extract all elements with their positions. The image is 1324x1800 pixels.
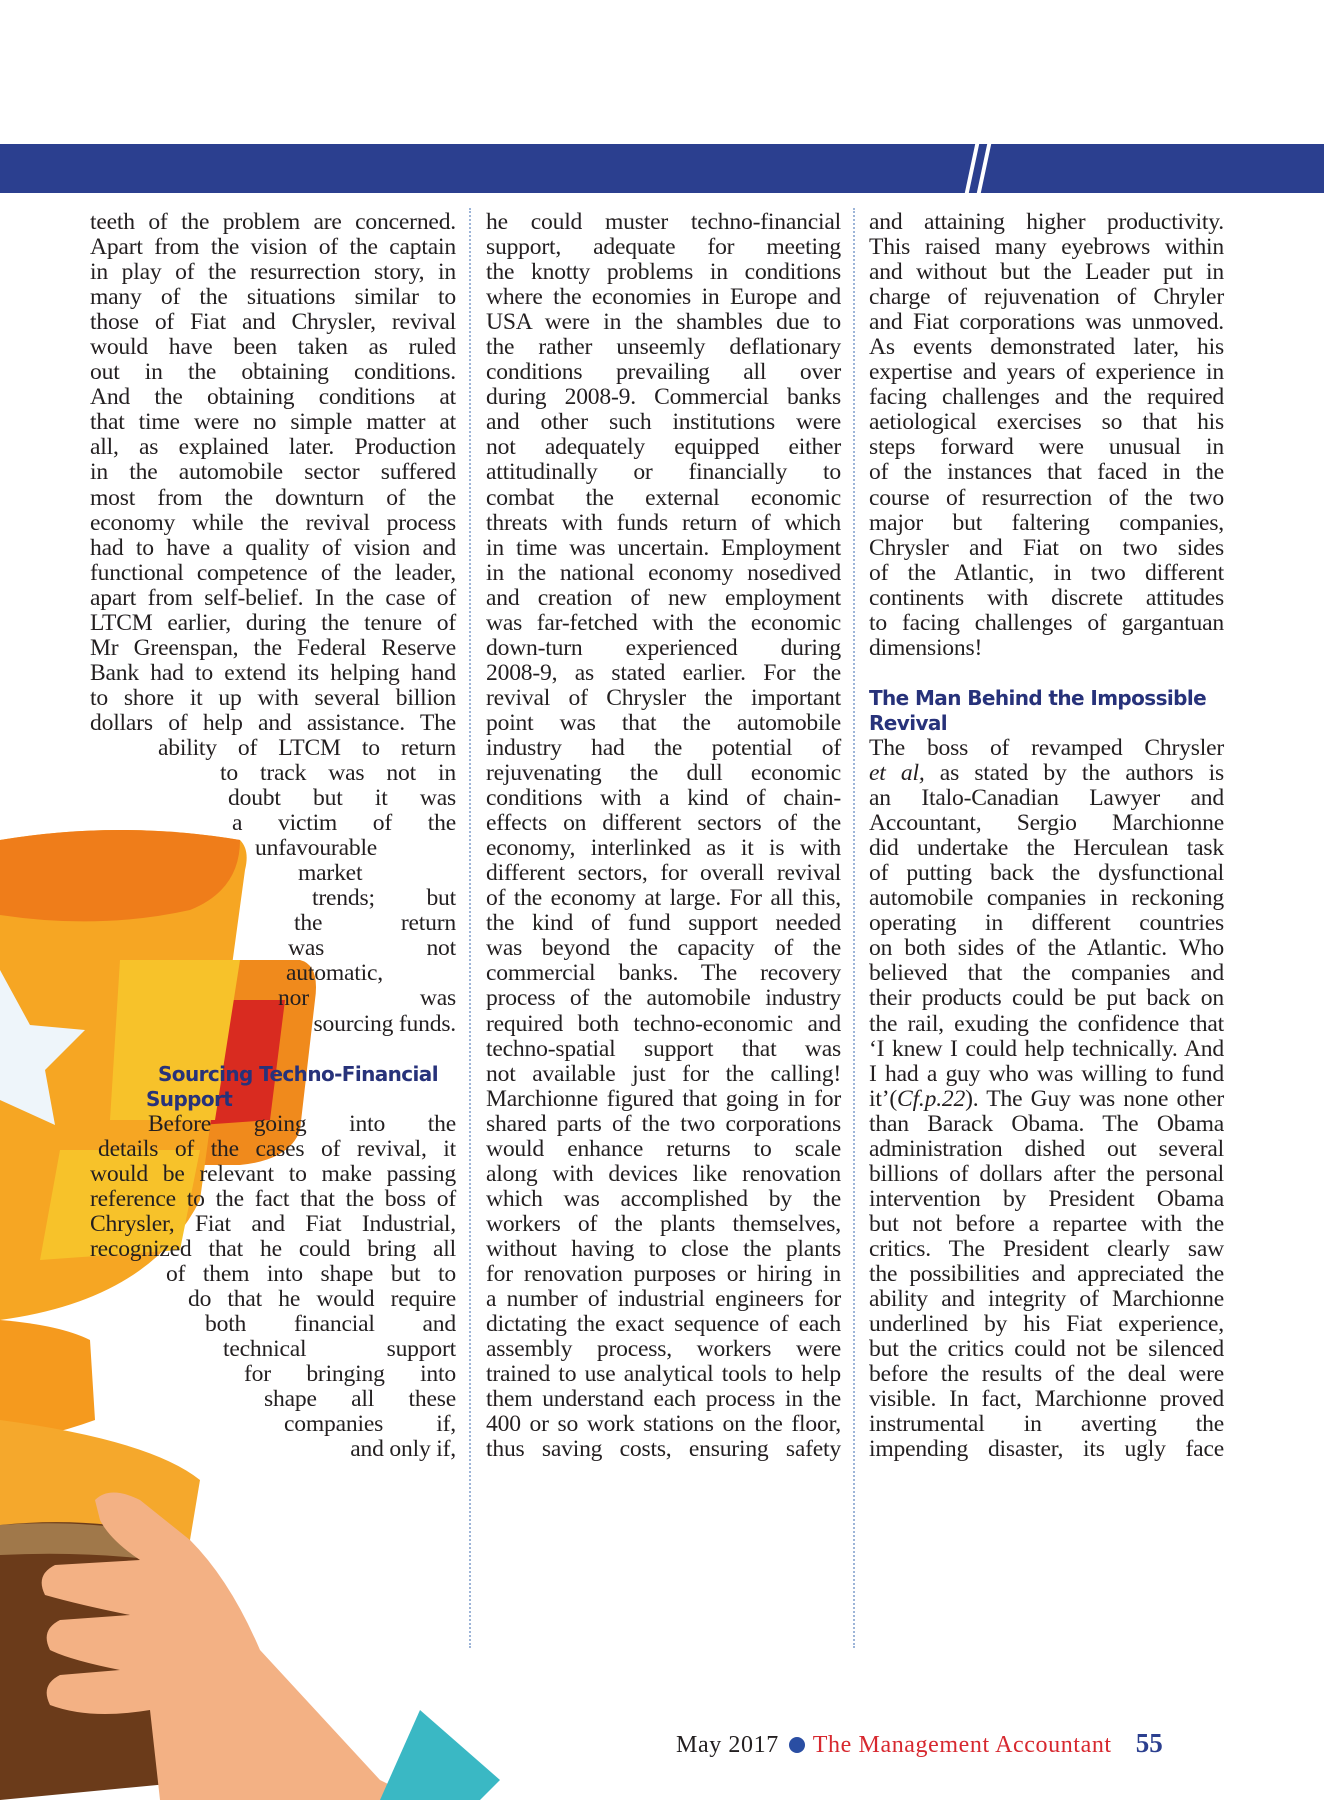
text-line: before the results of the deal were [869,1361,1224,1388]
text-line: billions of dollars after the personal [869,1160,1224,1187]
text-line: expertise and years of experience in [869,359,1224,386]
text-line: a number of industrial engineers for [486,1286,841,1313]
text-line: Bank had to extend its helping hand [90,659,456,686]
text-line: As events demonstrated later, his [869,334,1224,361]
text-line: an Italo-Canadian Lawyer and [869,785,1224,812]
text-line: trends; but [312,885,456,912]
section-heading: Revival [869,710,948,735]
text-line: both financial and [205,1311,456,1338]
text-line: et al, as stated by the authors is [869,760,1224,787]
text-line: economy while the revival process [90,509,456,536]
text-line: different sectors, for overall revival [486,860,841,887]
text-line: that time were no simple matter at [90,409,456,436]
text-line: Apart from the vision of the captain [90,234,456,261]
header-band [0,144,1324,193]
text-line: nor was [278,985,456,1012]
text-line: do that he would require [188,1286,456,1313]
text-line: but the critics could not be silenced [869,1336,1224,1363]
text-line: during 2008-9. Commercial banks [486,384,841,411]
text-line: those of Fiat and Chrysler, revival [90,309,456,336]
text-line: of them into shape but to [166,1260,456,1287]
text-line: them understand each process in the [486,1386,841,1413]
text-line: he could muster techno-financial [486,209,841,235]
section-heading: Support [146,1086,233,1111]
text-line: apart from self-belief. In the case of [90,584,456,611]
text-line: the rather unseemly deflationary [486,334,841,361]
text-line: for renovation purposes or hiring in [486,1260,841,1287]
text-line: to facing challenges of gargantuan [869,609,1224,636]
text-line: This raised many eyebrows within [869,234,1224,261]
text-line: of the economy at large. For all this, [486,885,841,912]
text-line: in play of the resurrection story, in [90,259,456,286]
text-line: assembly process, workers were [486,1336,841,1363]
text-line: technical support [223,1336,456,1363]
text-line: dictating the exact sequence of each [486,1311,841,1338]
text-line: would be relevant to make passing [90,1160,456,1187]
page-footer [676,1728,1163,1759]
text-line: was beyond the capacity of the [486,935,841,962]
text-line: Chrysler, Fiat and Fiat Industrial, [90,1210,456,1237]
text-line: not adequately equipped either [486,434,841,461]
text-line: the possibilities and appreciated the [869,1260,1224,1287]
text-line: to track was not in [220,760,456,787]
text-line: many of the situations similar to [90,284,456,311]
text-line: shared parts of the two corporations [486,1110,841,1137]
text-line: on both sides of the Atlantic. Who [869,935,1224,962]
text-line: automatic, [286,960,383,987]
text-line: trained to use analytical tools to help [486,1361,841,1388]
text-line: facing challenges and the required [869,384,1224,411]
article-column-2 [486,210,841,1462]
text-line: rejuvenating the dull economic [486,760,841,787]
text-line: ability and integrity of Marchionne [869,1286,1224,1313]
text-line: combat the external economic [486,484,841,511]
text-line: of the Atlantic, in two different [869,559,1224,586]
page-number: 55 [1135,1728,1163,1758]
text-line: I had a guy who was willing to fund [869,1060,1224,1087]
text-line: aetiological exercises so that his [869,409,1224,436]
text-line: USA were in the shambles due to [486,309,841,336]
text-line: and creation of new employment [486,584,841,611]
text-line: steps forward were unusual in [869,434,1224,461]
text-line: and other such institutions were [486,409,841,436]
text-line: than Barack Obama. The Obama [869,1110,1224,1137]
text-line: charge of rejuvenation of Chryler [869,284,1224,311]
text-line: dimensions! [869,634,983,661]
text-line: and Fiat corporations was unmoved. [869,309,1224,336]
text-line: was not [288,935,456,962]
text-line: was far-fetched with the economic [486,609,841,636]
text-line: and attaining higher productivity. [869,209,1224,235]
text-line: impending disaster, its ugly face [869,1436,1224,1463]
text-line: the kind of fund support needed [486,910,841,937]
text-line: without having to close the plants [486,1235,841,1262]
text-line: where the economies in Europe and [486,284,841,311]
paragraph-gap [869,661,1224,686]
text-line: down-turn experienced during [486,634,841,661]
text-line: in time was uncertain. Employment [486,534,841,561]
text-line: believed that the companies and [869,960,1224,987]
text-line: dollars of help and assistance. The [90,709,456,736]
text-line: thus saving costs, ensuring safety [486,1436,841,1463]
text-line: the knotty problems in conditions [486,259,841,286]
text-line: the return [294,910,456,937]
text-line: and without but the Leader put in [869,259,1224,286]
text-line: the rail, exuding the confidence that [869,1010,1224,1037]
text-line: The boss of revamped Chrysler [869,734,1224,761]
article-column-3 [869,210,1224,1462]
text-line: for bringing into [244,1361,456,1388]
text-line: intervention by President Obama [869,1185,1224,1212]
text-line: their products could be put back on [869,985,1224,1012]
text-line: commercial banks. The recovery [486,960,841,987]
text-line: techno-spatial support that was [486,1035,841,1062]
text-line: effects on different sectors of the [486,810,841,837]
text-line: market [298,860,363,887]
text-line: Chrysler and Fiat on two sides [869,534,1224,561]
text-line: continents with discrete attitudes [869,584,1224,611]
text-line: details of the cases of revival, it [98,1135,456,1162]
text-line: had to have a quality of vision and [90,534,456,561]
article-column-1 [90,210,456,1462]
text-line: required both techno-economic and [486,1010,841,1037]
text-line: recognized that he could bring all [90,1235,456,1262]
text-line: 2008-9, as stated earlier. For the [486,659,841,686]
text-line: ‘I knew I could help technically. And [869,1035,1224,1062]
column-divider [853,208,855,1648]
text-line: teeth of the problem are concerned. [90,209,456,235]
section-heading: The Man Behind the Impossible [869,685,1207,710]
text-line: shape all these [264,1386,456,1413]
text-line: not available just for the calling! [486,1060,841,1087]
text-line: it’(Cf.p.22). The Guy was none other [869,1085,1224,1112]
text-line: along with devices like renovation [486,1160,841,1187]
text-line: support, adequate for meeting [486,234,841,261]
text-line: in the national economy nosedived [486,559,841,586]
text-line: to shore it up with several billion [90,684,456,711]
text-line: industry had the potential of [486,734,841,761]
text-line: underlined by his Fiat experience, [869,1311,1224,1338]
text-line: sourcing funds. [313,1010,456,1037]
text-line: major but faltering companies, [869,509,1224,536]
text-line: out in the obtaining conditions. [90,359,456,386]
text-line: most from the downturn of the [90,484,456,511]
sleeve-illustration [380,1710,500,1800]
text-line: unfavourable [255,835,378,862]
section-heading: Sourcing Techno-Financial [158,1061,438,1086]
text-line: in the automobile sector suffered [90,459,456,486]
text-line: and only if, [350,1436,456,1463]
text-line: all, as explained later. Production [90,434,456,461]
text-line: conditions prevailing all over [486,359,841,386]
text-line: conditions with a kind of chain- [486,785,841,812]
text-line: automobile companies in reckoning [869,885,1224,912]
text-line: doubt but it was [228,785,456,812]
text-line: point was that the automobile [486,709,841,736]
text-line: reference to the fact that the boss of [90,1185,456,1212]
text-line: And the obtaining conditions at [90,384,456,411]
text-line: companies if, [284,1411,456,1438]
text-line: of putting back the dysfunctional [869,860,1224,887]
text-line: functional competence of the leader, [90,559,456,586]
text-line: critics. The President clearly saw [869,1235,1224,1262]
text-line: Marchionne figured that going in for [486,1085,841,1112]
paragraph-gap [90,1037,456,1062]
text-line: Accountant, Sergio Marchionne [869,810,1224,837]
text-line: ability of LTCM to return [158,734,456,761]
text-line: process of the automobile industry [486,985,841,1012]
text-line: economy, interlinked as it is with [486,835,841,862]
text-line: revival of Chrysler the important [486,684,841,711]
text-line: Mr Greenspan, the Federal Reserve [90,634,456,661]
text-line: but not before a repartee with the [869,1210,1224,1237]
text-line: a victim of the [232,810,456,837]
publication-name: The Management Accountant [812,1732,1112,1758]
text-line: administration dished out several [869,1135,1224,1162]
bullet-dot-icon [789,1737,805,1753]
text-line: visible. In fact, Marchionne proved [869,1386,1224,1413]
issue-date: May 2017 [676,1732,779,1758]
column-divider [469,208,471,1648]
text-line: course of resurrection of the two [869,484,1224,511]
text-line: LTCM earlier, during the tenure of [90,609,456,636]
text-line: threats with funds return of which [486,509,841,536]
text-line: which was accomplished by the [486,1185,841,1212]
text-line: 400 or so work stations on the floor, [486,1411,841,1438]
text-line: operating in different countries [869,910,1224,937]
italic-text: Cf.p.22 [897,1085,966,1112]
text-line: Before going into the [148,1110,456,1137]
text-line: workers of the plants themselves, [486,1210,841,1237]
italic-text: et al, [869,760,925,787]
text-line: instrumental in averting the [869,1411,1224,1438]
text-line: attitudinally or financially to [486,459,841,486]
text-line: would have been taken as ruled [90,334,456,361]
text-line: would enhance returns to scale [486,1135,841,1162]
text-line: of the instances that faced in the [869,459,1224,486]
text-line: did undertake the Herculean task [869,835,1224,862]
